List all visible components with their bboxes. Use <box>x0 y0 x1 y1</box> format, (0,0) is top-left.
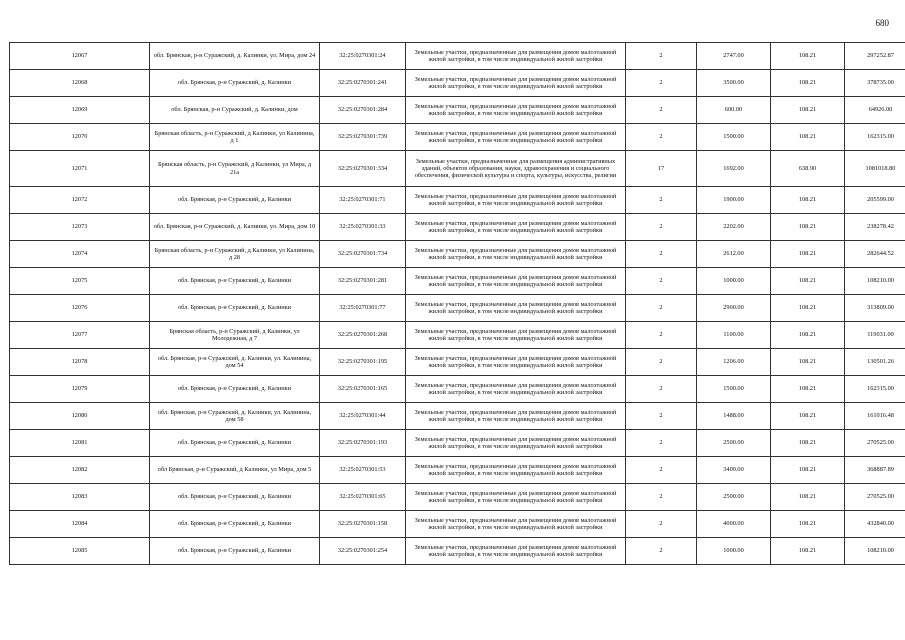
cadastral-number-cell: 32:25:0270301:739 <box>320 124 406 151</box>
cadastral-number-cell: 32:25:0270301:193 <box>320 430 406 457</box>
land-use-cell: Земельные участки, предназначенные для размещения домов малоэтажной жилой застройки, в том числе индивидуальной жилой застройки <box>406 268 626 295</box>
row-id-cell: 12074 <box>10 241 150 268</box>
cadastral-number-cell: 32:25:0270301:165 <box>320 376 406 403</box>
cadastral-value-cell: 282644.52 <box>845 241 905 268</box>
land-use-cell: Земельные участки, предназначенные для размещения домов малоэтажной жилой застройки, в том числе индивидуальной жилой застройки <box>406 295 626 322</box>
table-row <box>10 403 905 430</box>
group-number-cell: 17 <box>626 151 697 187</box>
land-use-cell: Земельные участки, предназначенные для размещения домов малоэтажной жилой застройки, в том числе индивидуальной жилой застройки <box>406 511 626 538</box>
table-body <box>10 43 905 565</box>
cadastral-value-cell: 432840.00 <box>845 511 905 538</box>
area-cell: 4000.00 <box>697 511 771 538</box>
cadastral-number-cell: 32:25:0270301:158 <box>320 511 406 538</box>
group-number-cell: 2 <box>626 295 697 322</box>
cadastral-value-cell: 297252.87 <box>845 43 905 70</box>
address-cell: Брянская область, р-н Суражский, д Калинки, ул Мира, д 21а <box>150 151 320 187</box>
area-cell: 3409.00 <box>697 457 771 484</box>
row-id-cell: 12071 <box>10 151 150 187</box>
row-id-cell: 12081 <box>10 430 150 457</box>
land-use-cell: Земельные участки, предназначенные для размещения домов малоэтажной жилой застройки, в том числе индивидуальной жилой застройки <box>406 187 626 214</box>
area-cell: 1692.00 <box>697 151 771 187</box>
table-row <box>10 241 905 268</box>
address-cell: обл. Брянская, р-н Суражский, д. Калинки <box>150 295 320 322</box>
group-number-cell: 2 <box>626 403 697 430</box>
land-use-cell: Земельные участки, предназначенные для размещения домов малоэтажной жилой застройки, в том числе индивидуальной жилой застройки <box>406 349 626 376</box>
row-id-cell: 12078 <box>10 349 150 376</box>
land-use-cell: Земельные участки, предназначенные для размещения домов малоэтажной жилой застройки, в том числе индивидуальной жилой застройки <box>406 322 626 349</box>
land-use-cell: Земельные участки, предназначенные для размещения домов малоэтажной жилой застройки, в том числе индивидуальной жилой застройки <box>406 457 626 484</box>
cadastral-number-cell: 32:25:0270301:24 <box>320 43 406 70</box>
specific-value-cell: 108.21 <box>771 457 845 484</box>
area-cell: 2202.00 <box>697 214 771 241</box>
specific-value-cell: 108.21 <box>771 322 845 349</box>
area-cell: 1206.00 <box>697 349 771 376</box>
cadastral-value-cell: 161016.48 <box>845 403 905 430</box>
address-cell: обл. Брянская, р-н Суражский, д. Калинки <box>150 430 320 457</box>
land-use-cell: Земельные участки, предназначенные для размещения домов малоэтажной жилой застройки, в том числе индивидуальной жилой застройки <box>406 214 626 241</box>
cadastral-number-cell: 32:25:0270301:65 <box>320 484 406 511</box>
cadastral-value-cell: 130501.26 <box>845 349 905 376</box>
specific-value-cell: 108.21 <box>771 97 845 124</box>
specific-value-cell: 108.21 <box>771 484 845 511</box>
group-number-cell: 2 <box>626 511 697 538</box>
area-cell: 1488.00 <box>697 403 771 430</box>
area-cell: 1100.00 <box>697 322 771 349</box>
table-row <box>10 43 905 70</box>
cadastral-value-cell: 378735.00 <box>845 70 905 97</box>
group-number-cell: 2 <box>626 538 697 565</box>
cadastral-number-cell: 32:25:0270301:33 <box>320 214 406 241</box>
table-row <box>10 349 905 376</box>
specific-value-cell: 108.21 <box>771 241 845 268</box>
area-cell: 2500.00 <box>697 484 771 511</box>
cadastral-value-cell: 313809.00 <box>845 295 905 322</box>
cadastral-value-cell: 368887.89 <box>845 457 905 484</box>
group-number-cell: 2 <box>626 268 697 295</box>
specific-value-cell: 108.21 <box>771 187 845 214</box>
specific-value-cell: 108.21 <box>771 43 845 70</box>
row-id-cell: 12075 <box>10 268 150 295</box>
row-id-cell: 12073 <box>10 214 150 241</box>
row-id-cell: 12067 <box>10 43 150 70</box>
group-number-cell: 2 <box>626 124 697 151</box>
specific-value-cell: 108.21 <box>771 349 845 376</box>
land-use-cell: Земельные участки, предназначенные для размещения домов малоэтажной жилой застройки, в том числе индивидуальной жилой застройки <box>406 241 626 268</box>
cadastral-value-cell: 108210.00 <box>845 538 905 565</box>
group-number-cell: 2 <box>626 70 697 97</box>
cadastral-number-cell: 32:25:0270301:71 <box>320 187 406 214</box>
land-use-cell: Земельные участки, предназначенные для размещения домов малоэтажной жилой застройки, в том числе индивидуальной жилой застройки <box>406 403 626 430</box>
cadastral-value-cell: 270525.00 <box>845 430 905 457</box>
address-cell: обл. Брянская, р-н Суражский, д. Калинки, ул. Мира, дом 10 <box>150 214 320 241</box>
group-number-cell: 2 <box>626 484 697 511</box>
cadastral-number-cell: 32:25:0270301:254 <box>320 538 406 565</box>
cadastral-value-cell: 162315.00 <box>845 376 905 403</box>
table-row <box>10 151 905 187</box>
address-cell: обл. Брянская, р-н Суражский, д. Калинки, ул. Калинина, дом 58 <box>150 403 320 430</box>
table-row <box>10 376 905 403</box>
land-use-cell: Земельные участки, предназначенные для размещения домов малоэтажной жилой застройки, в том числе индивидуальной жилой застройки <box>406 43 626 70</box>
area-cell: 2747.00 <box>697 43 771 70</box>
cadastral-value-cell: 119031.00 <box>845 322 905 349</box>
specific-value-cell: 108.21 <box>771 295 845 322</box>
table-row <box>10 214 905 241</box>
specific-value-cell: 108.21 <box>771 538 845 565</box>
specific-value-cell: 108.21 <box>771 268 845 295</box>
area-cell: 2612.00 <box>697 241 771 268</box>
group-number-cell: 2 <box>626 349 697 376</box>
cadastral-value-cell: 238278.42 <box>845 214 905 241</box>
row-id-cell: 12068 <box>10 70 150 97</box>
group-number-cell: 2 <box>626 43 697 70</box>
address-cell: обл. Брянская, р-н Суражский, д. Калинки, дом <box>150 97 320 124</box>
land-use-cell: Земельные участки, предназначенные для размещения домов малоэтажной жилой застройки, в том числе индивидуальной жилой застройки <box>406 376 626 403</box>
land-use-cell: Земельные участки, предназначенные для размещения домов малоэтажной жилой застройки, в том числе индивидуальной жилой застройки <box>406 124 626 151</box>
address-cell: обл. Брянская, р-н Суражский, д. Калинки <box>150 538 320 565</box>
cadastral-number-cell: 32:25:0270301:281 <box>320 268 406 295</box>
group-number-cell: 2 <box>626 97 697 124</box>
address-cell: обл. Брянская, р-н Суражский, д. Калинки <box>150 70 320 97</box>
group-number-cell: 2 <box>626 430 697 457</box>
address-cell: Брянская область, р-н Суражский, д Калинки, ул Калинина, д 1 <box>150 124 320 151</box>
row-id-cell: 12070 <box>10 124 150 151</box>
page-number: 680 <box>875 18 889 28</box>
table-row <box>10 268 905 295</box>
area-cell: 1500.00 <box>697 124 771 151</box>
cadastral-number-cell: 32:25:0270301:44 <box>320 403 406 430</box>
land-use-cell: Земельные участки, предназначенные для размещения домов малоэтажной жилой застройки, в том числе индивидуальной жилой застройки <box>406 70 626 97</box>
row-id-cell: 12085 <box>10 538 150 565</box>
area-cell: 3500.00 <box>697 70 771 97</box>
row-id-cell: 12069 <box>10 97 150 124</box>
row-id-cell: 12077 <box>10 322 150 349</box>
table-row <box>10 511 905 538</box>
group-number-cell: 2 <box>626 214 697 241</box>
row-id-cell: 12084 <box>10 511 150 538</box>
address-cell: обл. Брянская, р-н Суражский, д. Калинки <box>150 511 320 538</box>
area-cell: 1900.00 <box>697 187 771 214</box>
land-use-cell: Земельные участки, предназначенные для размещения домов малоэтажной жилой застройки, в том числе индивидуальной жилой застройки <box>406 430 626 457</box>
table-row <box>10 322 905 349</box>
area-cell: 1500.00 <box>697 376 771 403</box>
area-cell: 2500.00 <box>697 430 771 457</box>
land-use-cell: Земельные участки, предназначенные для размещения домов малоэтажной жилой застройки, в том числе индивидуальной жилой застройки <box>406 97 626 124</box>
specific-value-cell: 638.90 <box>771 151 845 187</box>
cadastral-number-cell: 32:25:0270301:284 <box>320 97 406 124</box>
cadastral-value-cell: 108210.00 <box>845 268 905 295</box>
area-cell: 1000.00 <box>697 268 771 295</box>
cadastral-number-cell: 32:25:0270301:77 <box>320 295 406 322</box>
row-id-cell: 12082 <box>10 457 150 484</box>
specific-value-cell: 108.21 <box>771 124 845 151</box>
table-row <box>10 430 905 457</box>
table-row <box>10 97 905 124</box>
group-number-cell: 2 <box>626 322 697 349</box>
cadastral-number-cell: 32:25:0270301:334 <box>320 151 406 187</box>
land-use-cell: Земельные участки, предназначенные для размещения домов малоэтажной жилой застройки, в том числе индивидуальной жилой застройки <box>406 484 626 511</box>
area-cell: 1000.00 <box>697 538 771 565</box>
row-id-cell: 12080 <box>10 403 150 430</box>
area-cell: 2900.00 <box>697 295 771 322</box>
specific-value-cell: 108.21 <box>771 511 845 538</box>
group-number-cell: 2 <box>626 187 697 214</box>
address-cell: обл. Брянская, р-н Суражский, д. Калинки <box>150 484 320 511</box>
cadastral-value-cell: 1081018.80 <box>845 151 905 187</box>
table-row <box>10 70 905 97</box>
table-row <box>10 295 905 322</box>
row-id-cell: 12072 <box>10 187 150 214</box>
cadastral-value-cell: 205599.00 <box>845 187 905 214</box>
cadastral-value-cell: 270525.00 <box>845 484 905 511</box>
address-cell: Брянская область, р-н Суражский, д Калинки, ул Калинина, д 28 <box>150 241 320 268</box>
specific-value-cell: 108.21 <box>771 214 845 241</box>
cadastral-value-cell: 162315.00 <box>845 124 905 151</box>
table-row <box>10 187 905 214</box>
address-cell: обл. Брянская, р-н Суражский, д. Калинки <box>150 268 320 295</box>
address-cell: обл. Брянская, р-н Суражский, д. Калинки, ул. Калинина, дом 54 <box>150 349 320 376</box>
land-use-cell: Земельные участки, предназначенные для размещения домов малоэтажной жилой застройки, в том числе индивидуальной жилой застройки <box>406 538 626 565</box>
cadastral-value-table <box>9 42 905 565</box>
specific-value-cell: 108.21 <box>771 430 845 457</box>
row-id-cell: 12079 <box>10 376 150 403</box>
address-cell: Брянская область, р-н Суражский, д Калинки, ул Молодежная, д 7 <box>150 322 320 349</box>
address-cell: обл Брянская, р-н Суражский, д Калинки, ул Мира, дом 5 <box>150 457 320 484</box>
row-id-cell: 12076 <box>10 295 150 322</box>
specific-value-cell: 108.21 <box>771 376 845 403</box>
cadastral-number-cell: 32:25:0270301:241 <box>320 70 406 97</box>
address-cell: обл. Брянская, р-н Суражский, д. Калинки <box>150 187 320 214</box>
cadastral-number-cell: 32:25:0270301:195 <box>320 349 406 376</box>
group-number-cell: 2 <box>626 241 697 268</box>
table-row <box>10 538 905 565</box>
table-row <box>10 484 905 511</box>
address-cell: обл. Брянская, р-н Суражский, д. Калинки, ул. Мира, дом 24 <box>150 43 320 70</box>
area-cell: 600.00 <box>697 97 771 124</box>
address-cell: обл. Брянская, р-н Суражский, д. Калинки <box>150 376 320 403</box>
cadastral-value-cell: 64926.00 <box>845 97 905 124</box>
group-number-cell: 2 <box>626 457 697 484</box>
table-row <box>10 124 905 151</box>
cadastral-number-cell: 32:25:0270301:734 <box>320 241 406 268</box>
land-use-cell: Земельные участки, предназначенные для размещения административных зданий, объектов образования, науки, здравоохранения и социального обеспечения, физической культуры и спорта, культуры, искусства, религии <box>406 151 626 187</box>
cadastral-number-cell: 32:25:0270301:268 <box>320 322 406 349</box>
table-row <box>10 457 905 484</box>
row-id-cell: 12083 <box>10 484 150 511</box>
specific-value-cell: 108.21 <box>771 403 845 430</box>
cadastral-number-cell: 32:25:0270301:53 <box>320 457 406 484</box>
group-number-cell: 2 <box>626 376 697 403</box>
specific-value-cell: 108.21 <box>771 70 845 97</box>
